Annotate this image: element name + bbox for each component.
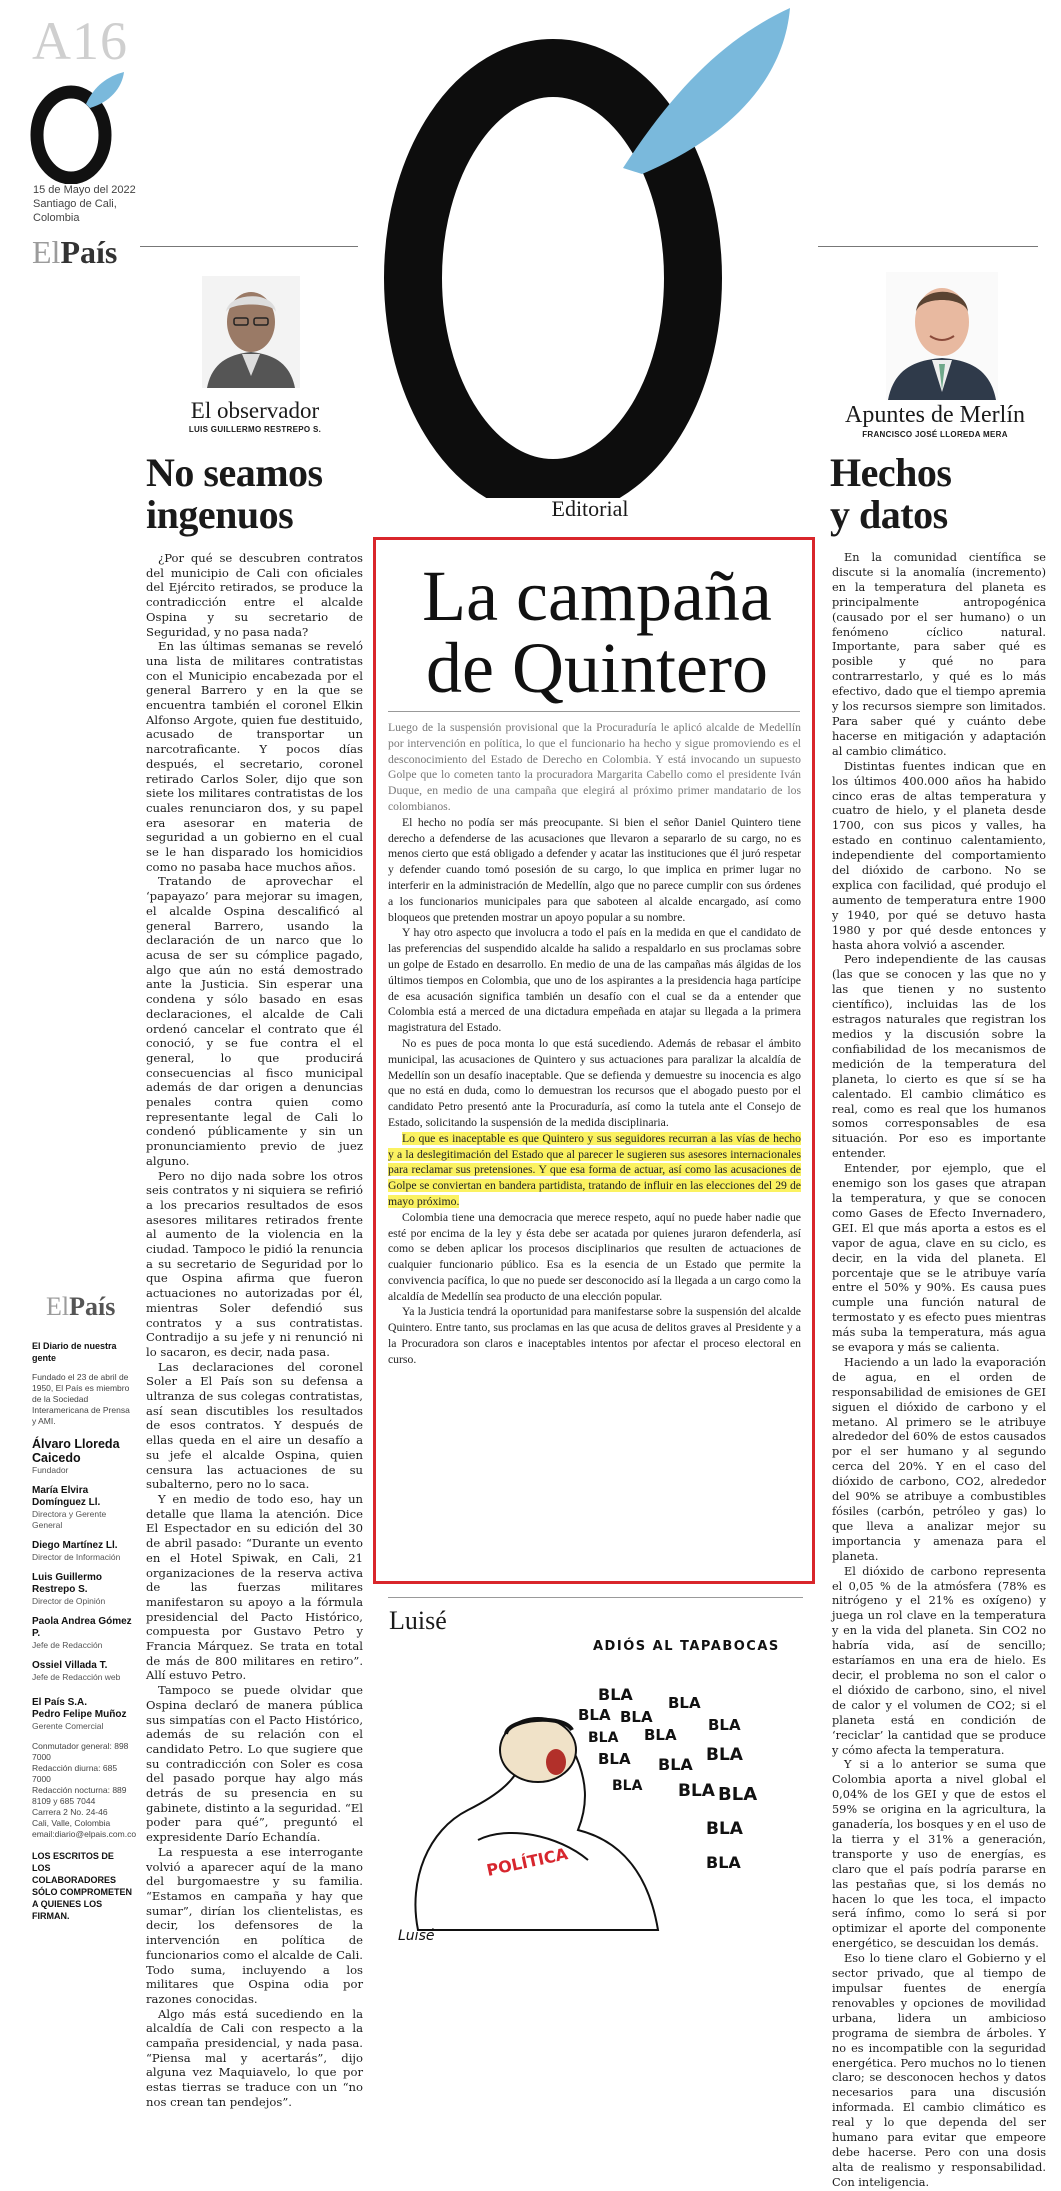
founder-role: Fundador [32,1465,69,1475]
contact-line: Redacción nocturna: 889 8109 y 685 7044 [32,1785,127,1806]
staff-name: Paola Andrea Gómez P. [32,1616,132,1639]
brand-light: El [32,234,61,270]
masthead-logo [46,1292,115,1322]
paragraph: No es pues de poca monta lo que está sucediendo. Además de rebasar el ámbito municipal, las acusaciones de Quintero y sus actuaciones para paralizar la alcaldía de Medellín son un desafío inaceptable. Que se defienda y demuestre su inocencia es algo que no está en duda, como lo demuestran los recursos que el abogado puesto por el candidato Petro presentó ante la Procuraduría, así como la tutela ante el Consejo de Estado, solicitando la suspensión de la medida disciplinaria. [388,1036,801,1129]
paragraph: En las últimas semanas se reveló una lista de militares contratistas con el Municipio encabezada por el general Barrero y en la que se encuentra también el coronel Elkin Alfonso Argote, quien fue destituido, acusado de transportar un narcotraficante. Y pocos días después, el secretario, coronel retirado Carlos Soler, dijo que son siete los militares contratistas de los cuales renunciaron dos, y su papel era asesorar en materia de seguridad a un gobierno en el cual se le han disparado los homicidios como no pasaba hace muchos años. [146,639,363,874]
top-rule-right [818,246,1038,247]
bla-text: BLA [668,1694,701,1712]
headline-right-line1: Hechos [830,450,952,495]
headline-right-line2: y datos [830,492,948,537]
contact-line: Conmutador general: 898 7000 [32,1741,129,1762]
staff-role: Directora y Gerente General [32,1509,107,1530]
article-body-right [832,551,1046,2191]
section-label-editorial: Editorial [551,496,629,521]
editorial-body [388,720,801,1368]
staff-role: Jefe de Redacción [32,1640,103,1650]
paragraph: Las declaraciones del coronel Soler a El País son su defensa a ultranza de sus colegas contratistas, así sean discutibles los resultados de esos contratos. Y después de ellas queda en el aire un desafío a su jefe el alcalde Ospina, quien censura las actuaciones de su subalterno, pero no lo saca. [146,1359,363,1492]
paragraph: Pero independiente de las causas (las que se conocen y las que no y las que tienen y no sustento científico), incluidas las de los estragos naturales que registran los medios y la discusión sobre la confiabilidad de los mecanismos de medición de la temperatura del planeta, lo cierto es que sí se ha calentado. El cambio climático es real, como es real que los humanos somos corresponsables de esa situación. Por eso es importante entender. [832,953,1046,1161]
cartoon-rule [388,1597,803,1598]
elpais-logo [32,234,117,271]
bla-text: BLA [678,1781,715,1801]
headline-right [830,452,1040,536]
accent-mark [86,72,124,108]
headline-left-line1: No seamos [146,450,323,495]
masthead-founded: Fundado el 23 de abril de 1950, El País es miembro de la Sociedad Interamericana de Prensa y AMI. [32,1372,130,1426]
editorial-title-line1: La campaña [422,556,772,636]
staff-role: Director de Opinión [32,1596,106,1606]
contact-line: Cali, Valle, Colombia [32,1818,111,1828]
bla-text: BLA [620,1708,653,1726]
founder-name: Álvaro Lloreda Caicedo [32,1437,120,1465]
cartoon-illustration [388,1630,808,1952]
headline-left-line2: ingenuos [146,492,294,537]
bla-text: BLA [598,1685,633,1704]
paragraph: El hecho no podía ser más preocupante. Si bien el señor Daniel Quintero tiene derecho a defenderse de las acusaciones que llevaron a separarlo de su cargo, no es menos cierto que está obligado a defender y acatar las instituciones que él juró respetar y defender cuando tomó posesión de su cargo, lo que implica en primer lugar no interferir en la administración de Medellín, algo que no parece cumplir con sus órdenes a los funcionarios municipales para que saboteen al alcalde encargado, así como bloqueos que pretenden mostrar un apoyo popular a su nombre. [388,815,801,924]
column-title-right: Apuntes de Merlín [845,402,1025,428]
headline-left [146,452,366,536]
cartoon-signature: Luisé [398,1928,435,1944]
staff-name: Diego Martínez Ll. [32,1540,118,1551]
staff-role: Jefe de Redacción web [32,1672,121,1682]
paragraph: Haciendo a un lado la evaporación de agua, en el orden de responsabilidad de emisiones de GEI siguen el dióxido de carbono y el metano. Al primero se le atribuye alrededor del 60% de estos causados por el ser humano y al segundo cerca del 20%. Y en el caso del dióxido de carbono, CO2, alrededor del 90% se atribuye a combustibles fósiles (carbón, petróleo y gas) lo que lleva a analizar mejor su importancia y amenaza para el planeta. [832,1355,1046,1563]
brand-dark: País [60,234,118,270]
paragraph: La respuesta a ese interrogante volvió a aparecer aquí de la mano del burgomaestre y su familia. “Estamos en campaña y hay que sumar”, dirían los clientelistas, es decir, los defensores de la intervención en política de funcionarios como el alcalde de Cali. Todo suma, incluyendo a los militares que Ospina odia por razones conocidas. [146,1844,363,2006]
paragraph: Tratando de aprovechar el ‘papayazo’ para mejorar su imagen, el alcalde Ospina descalificó al general Barrero, usando la declaración de un narco que lo acusa de ser su cómplice pagado, algo que aún no está demostrado ante la Justicia. Sin esperar una condena y sólo basado en esas declaraciones, el alcalde de Cali ordenó cancelar el contrato que él conoció, y se fue contra el el general, lo que producirá consecuencias al fisco municipal además de dar origen a denuncias penales contra quien como representante legal de Cali lo condenó públicamente y sin un pronunciamiento previo de juez alguno. [146,874,363,1168]
column-title-left: El observador [190,398,320,423]
paragraph: ¿Por qué se descubren contratos del municipio de Cali con oficiales del Ejército retirados, se produce la contradicción entre el alcalde Ospina y su secretario de Seguridad, y no pasa nada? [146,551,363,639]
bla-text: BLA [706,1745,743,1765]
paragraph: Algo más está sucediendo en la alcaldía de Cali con respecto a la campaña presidencial, y nada pasa. “Piensa mal y acertarás”, dijo alguna vez Maquiavelo, lo que por estas tierras se traduce con un “no nos crean tan pendejos”. [146,2006,363,2109]
paragraph: Y hay otro aspecto que involucra a todo el país en la medida en que el candidato de las preferencias del suspendido alcalde ha salido a respaldarlo en sus proclamas sobre un golpe de Estado en desarrollo. En medio de una de las campañas más álgidas de los últimos tiempos en Colombia, que uno de los aspirantes a la presidencia haga partícipe de esa acusación significa también un desafío con el cual se da a entender que Colombia está a merced de una dictadura empeñada en atajar su llegada a la primera magistratura del Estado. [388,926,801,1035]
staff-name: Ossiel Villada T. [32,1660,108,1671]
bla-text: BLA [706,1819,743,1839]
top-rule-left [140,246,358,247]
manager-role: Gerente Comercial [32,1721,104,1731]
bla-text: BLA [588,1730,619,1746]
contact-line: Carrera 2 No. 24-46 [32,1807,108,1817]
paragraph: Eso lo tiene claro el Gobierno y el sector privado, que al tiempo de impulsar fuentes de energía renovables y opciones de movilidad urbana, lidera un ambicioso programa de siembra de árboles. Y no es incompatible con la seguridad energética. Pero muchos no lo tienen claro; se desconocen hechos y datos necesarios para una discusión informada. El cambio climático es real y lo que dependa del ser humano para evitar que empeore debe hacerse. Pero con una dosis alta de realismo y responsabilidad. Con inteligencia. [832,1952,1046,2189]
staff-name: María Elvira Domínguez Ll. [32,1485,101,1508]
author-name-right: FRANCISCO JOSÉ LLOREDA MERA [862,430,1008,439]
author-photo-right [886,272,998,400]
dateline: 15 de Mayo del 2022 Santiago de Cali, Colombia [33,184,136,224]
paragraph: Y en medio de todo eso, hay un detalle que llama la atención. Dice El Espectador en su edición del 30 de abril pasado: “Durante un evento en el Hotel Spiwak, en Cali, 21 organizaciones de la reserva activa de las fuerzas militares manifestaron su apoyo a la fórmula presidencial del Pacto Histórico, compuesta por Gustavo Petro y Francia Márquez. Se trata en total de más de 800 militares en retiro”. Allí estuvo Petro. [146,1492,363,1683]
company-name: El País S.A. [32,1697,88,1708]
paragraph: Pero no dijo nada sobre los otros seis contratos y ni siquiera se refirió a los precarios resultados de esos asesores militares retirados frente al aumento de la violencia en la ciudad. Tampoco le pidió la renuncia a su secretario de Seguridad por lo que Ospina afirma que fueron actuaciones no autorizadas por él, mientras Soler defendió sus contratos y a sus contratistas. Contradijo a su jefe y ni renunció ni lo sacaron, es decir, nada pasa. [146,1168,363,1359]
big-o-masthead [380,8,800,498]
staff-name: Luis Guillermo Restrepo S. [32,1572,103,1595]
bla-text: BLA [612,1778,643,1794]
paragraph: Colombia tiene una democracia que merece respeto, aquí no puede haber nadie que esté por encima de la ley y ésta debe ser acatada por quienes juraron defenderla, así como se deben aplicar los procesos disciplinarios que resulten de actuaciones de cualquier funcionario público. Esa es la esencia de un Estado que permite la convivencia pacífica, lo que no puede ser desconocido así la llegada a un cargo como la alcaldía de Medellín sea producto de una elección popular. [388,1210,801,1303]
paragraph: Distintas fuentes indican que en los últimos 400.000 años ha habido cinco eras de altas temperatura y cuatro de hielo, y el planeta desde 1700, con sus picos y valles, ha estado en continuo calentamiento, independiente del comportamiento del dióxido de carbono. No se explica con facilidad, qué produjo el aumento de temperatura entre 1900 y 1940, por qué se detuvo hasta 1980 y por qué desde entonces y hasta ahora volvió a ascender. [832,759,1046,952]
highlighted-paragraph: Lo que es inaceptable es que Quintero y sus seguidores recurran a las vías de hecho y a la deslegitimación del Estado que al parecer le sugieren sus asesores internacionales para reclamar sus pretensiones. Y que esa forma de actuar, así como las acusaciones de Golpe se conviertan en bandera partidista, tratando de influir en las elecciones del 29 de mayo próximo. [388,1131,801,1208]
editorial-title-rule [388,711,800,712]
contact-line: Redacción diurna: 685 7000 [32,1763,118,1784]
brand-o-logo-small [30,72,130,184]
bla-text: BLA [644,1726,677,1744]
paragraph: En la comunidad científica se discute si la anomalía (incremento) en la temperatura del planeta es principalmente antropogénica (causado por el ser humano) o un fenómeno cíclico natural. Importante, para saber qué es posible y qué no para contrarrestarlo, y qué es lo más efectivo, dado que el tiempo apremia y los recursos siempre son limitados. Para saber qué y cuánto debe hacerse en mitigación y adaptación al cambio climático. [832,551,1046,758]
paragraph: Tampoco se puede olvidar que Ospina declaró de manera pública sus simpatías con el Pacto Histórico, además de su relación con el candidato Petro. Lo que sugiere que su contradicción con Soler es cosa del pasado porque hay algo más detrás de su presencia en su gabinete, distinto a la seguridad. “El poder para qué”, preguntó el expresidente Darío Echandía. [146,1683,363,1845]
editorial-title [395,556,799,708]
bla-text: BLA [598,1750,631,1768]
manager-name: Pedro Felipe Muñoz [32,1709,127,1720]
masthead [32,1340,137,1922]
bla-text: BLA [578,1706,611,1724]
paragraph: Entender, por ejemplo, que el enemigo son los gases que atrapan la temperatura, y que se conocen como Gases de Efecto Invernadero, GEI. El que más aporta a estos es el vapor de agua, clave en su ciclo, es decir, en la vida del planeta. El porcentaje que se le atribuye varía entre el 50% y 90%. Es causa pues cumple una función natural de termostato y es efecto pues mientras más suba la temperatura, más agua se evapora y más se calienta. [832,1162,1046,1355]
author-photo-left [202,276,300,388]
bla-text: BLA [708,1716,741,1734]
cartoon-caption: ADIÓS AL TAPABOCAS [593,1639,780,1654]
paragraph: El dióxido de carbono representa el 0,05 % de la atmósfera (78% es nitrógeno y el 21% es oxígeno) y juega un rol clave en la temperatura y en la vida del planeta. Sin CO2 no habría vida, así de sencillo; estaríamos en una era de hielo. Es decir, el problema no son el calor o el dióxido de carbono, sino, el nivel de calor y el volumen de CO2; si el planeta está en condición de ‘reciclar’ la cantidad que se produce y cómo afecta la temperatura. [832,1564,1046,1757]
bla-text: BLA [718,1784,758,1805]
page-number: A16 [32,11,128,71]
masthead-brand-dark: País [69,1292,116,1321]
editorial-lead: Luego de la suspensión provisional que la Procuraduría le aplicó alcalde de Medellín por intervención en política, lo que el funcionario ha hecho y sigue promoviendo es el desconocimiento del Estado de Derecho en Colombia. Y está invocando un supuesto Golpe que lo cometen tanto la procuradora Margarita Cabello como el presidente Iván Duque, en medio de una campaña que elegirá al próximo primer mandatario de los colombianos. [388,721,801,813]
cartoon-section-label: Luisé [389,1606,447,1635]
article-body-left [146,551,363,2110]
disclaimer: LOS ESCRITOS DE LOS COLABORADORES SÓLO COMPROMETEN A QUIENES LOS FIRMAN. [32,1851,133,1921]
author-name-left: LUIS GUILLERMO RESTREPO S. [188,425,322,434]
masthead-tagline: El Diario de nuestra gente [32,1341,117,1363]
bla-text: BLA [658,1755,693,1774]
editorial-title-line2: de Quintero [426,628,768,708]
paragraph: Y si a lo anterior se suma que Colombia aporta a nivel global el 0,04% de los GEI y que de estos el 59% se origina en la agricultura, la ganadería, los bosques y en el uso de la tierra y el 31% a generación, transporte y uso de energías, es claro que el país podría pararse en las pestañas que, si los demás no hacen lo que les toca, el impacto será ínfimo, como lo será si por optimizar el aporte del componente energético, se descuidan los demás. [832,1758,1046,1951]
paragraph: Ya la Justicia tendrá la oportunidad para manifestarse sobre la suspensión del alcalde Quintero. Entre tanto, sus proclamas en las que acusa de delitos graves al Presidente y a la Procuradora son claros e inaceptables intentos por afectar el proceso electoral en curso. [388,1305,801,1366]
contact-line: email:diario@elpais.com.co [32,1829,137,1839]
bla-text: BLA [706,1853,741,1872]
staff-role: Director de Información [32,1552,121,1562]
masthead-brand-light: El [46,1292,70,1321]
shirt-text: POLÍTICA [484,1844,570,1880]
